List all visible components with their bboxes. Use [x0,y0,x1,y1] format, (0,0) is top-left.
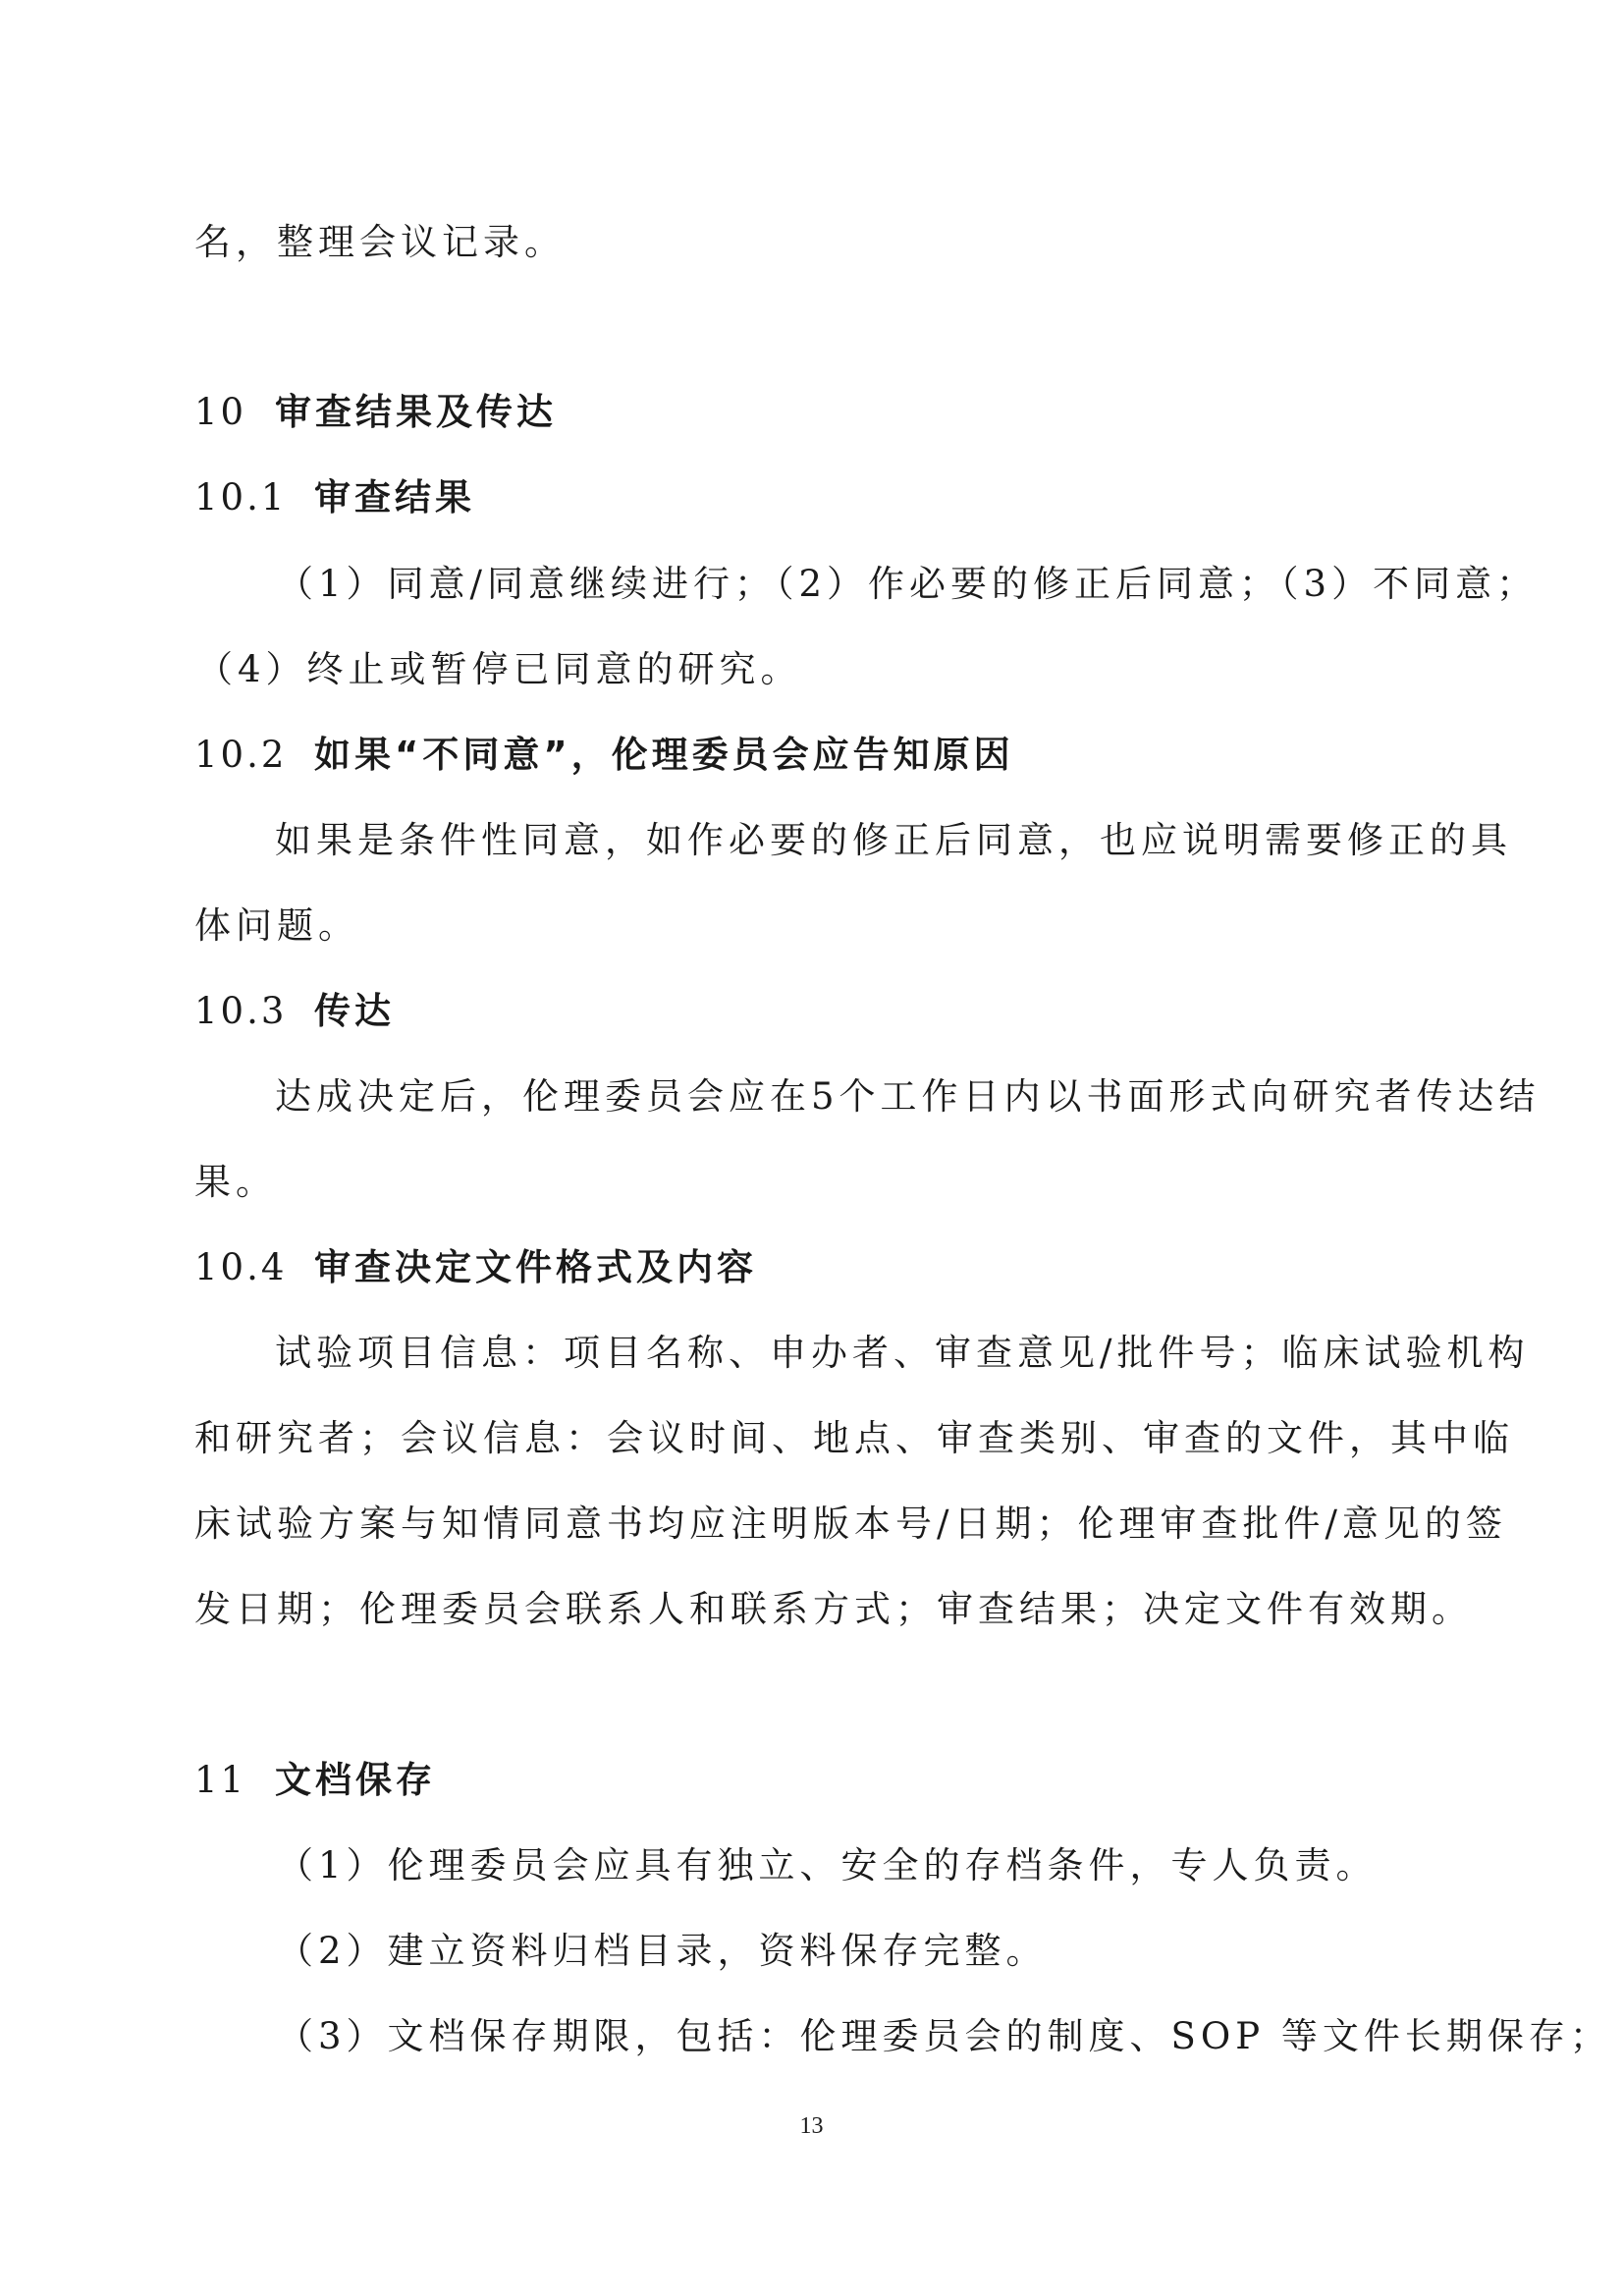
section-heading-10 [194,390,557,435]
section-number: 10.2 [194,734,288,776]
paragraph-line: （2）建立资料归档目录，资料保存完整。 [277,1930,1048,1972]
paragraph-line: （4）终止或暂停已同意的研究。 [196,648,802,690]
subsection-heading-10-4 [194,1245,757,1290]
paragraph-line: 和研究者；会议信息：会议时间、地点、审查类别、审查的文件，其中临 [194,1417,1514,1459]
section-heading-11 [194,1758,436,1803]
paragraph-line: 试验项目信息：项目名称、申办者、审查意见/批件号；临床试验机构 [275,1332,1530,1374]
paragraph-line: 如果是条件性同意，如作必要的修正后同意，也应说明需要修正的具 [275,819,1512,861]
section-title: 审查结果及传达 [275,391,557,433]
paragraph-line: 达成决定后，伦理委员会应在5个工作日内以书面形式向研究者传达结 [275,1075,1541,1118]
paragraph-line: （1）伦理委员会应具有独立、安全的存档条件，专人负责。 [277,1844,1378,1886]
paragraph-line: （1）同意/同意继续进行；（2）作必要的修正后同意；（3）不同意； [277,563,1539,605]
section-title: 如果“不同意”，伦理委员会应告知原因 [314,734,1014,776]
paragraph-line: 床试验方案与知情同意书均应注明版本号/日期；伦理审查批件/意见的签 [194,1503,1507,1545]
paragraph-line: 果。 [194,1161,277,1203]
section-number: 10.3 [194,990,288,1032]
subsection-heading-10-2 [194,733,1014,778]
subsection-heading-10-1 [194,475,475,520]
subsection-heading-10-3 [194,989,395,1034]
paragraph-line: （3）文档保存期限，包括：伦理委员会的制度、SOP 等文件长期保存； [277,2015,1611,2057]
section-number: 10.4 [194,1246,288,1288]
section-number: 11 [194,1759,247,1801]
section-title: 文档保存 [275,1759,436,1801]
section-title: 审查结果 [314,476,475,519]
paragraph-line: 体问题。 [194,904,359,947]
page-number: 13 [799,2113,824,2139]
section-number: 10.1 [194,476,288,519]
section-title: 传达 [314,990,395,1032]
section-number: 10 [194,391,247,433]
paragraph-line: 名，整理会议记录。 [194,221,566,263]
section-title: 审查决定文件格式及内容 [314,1246,757,1288]
paragraph-line: 发日期；伦理委员会联系人和联系方式；审查结果；决定文件有效期。 [194,1588,1473,1630]
